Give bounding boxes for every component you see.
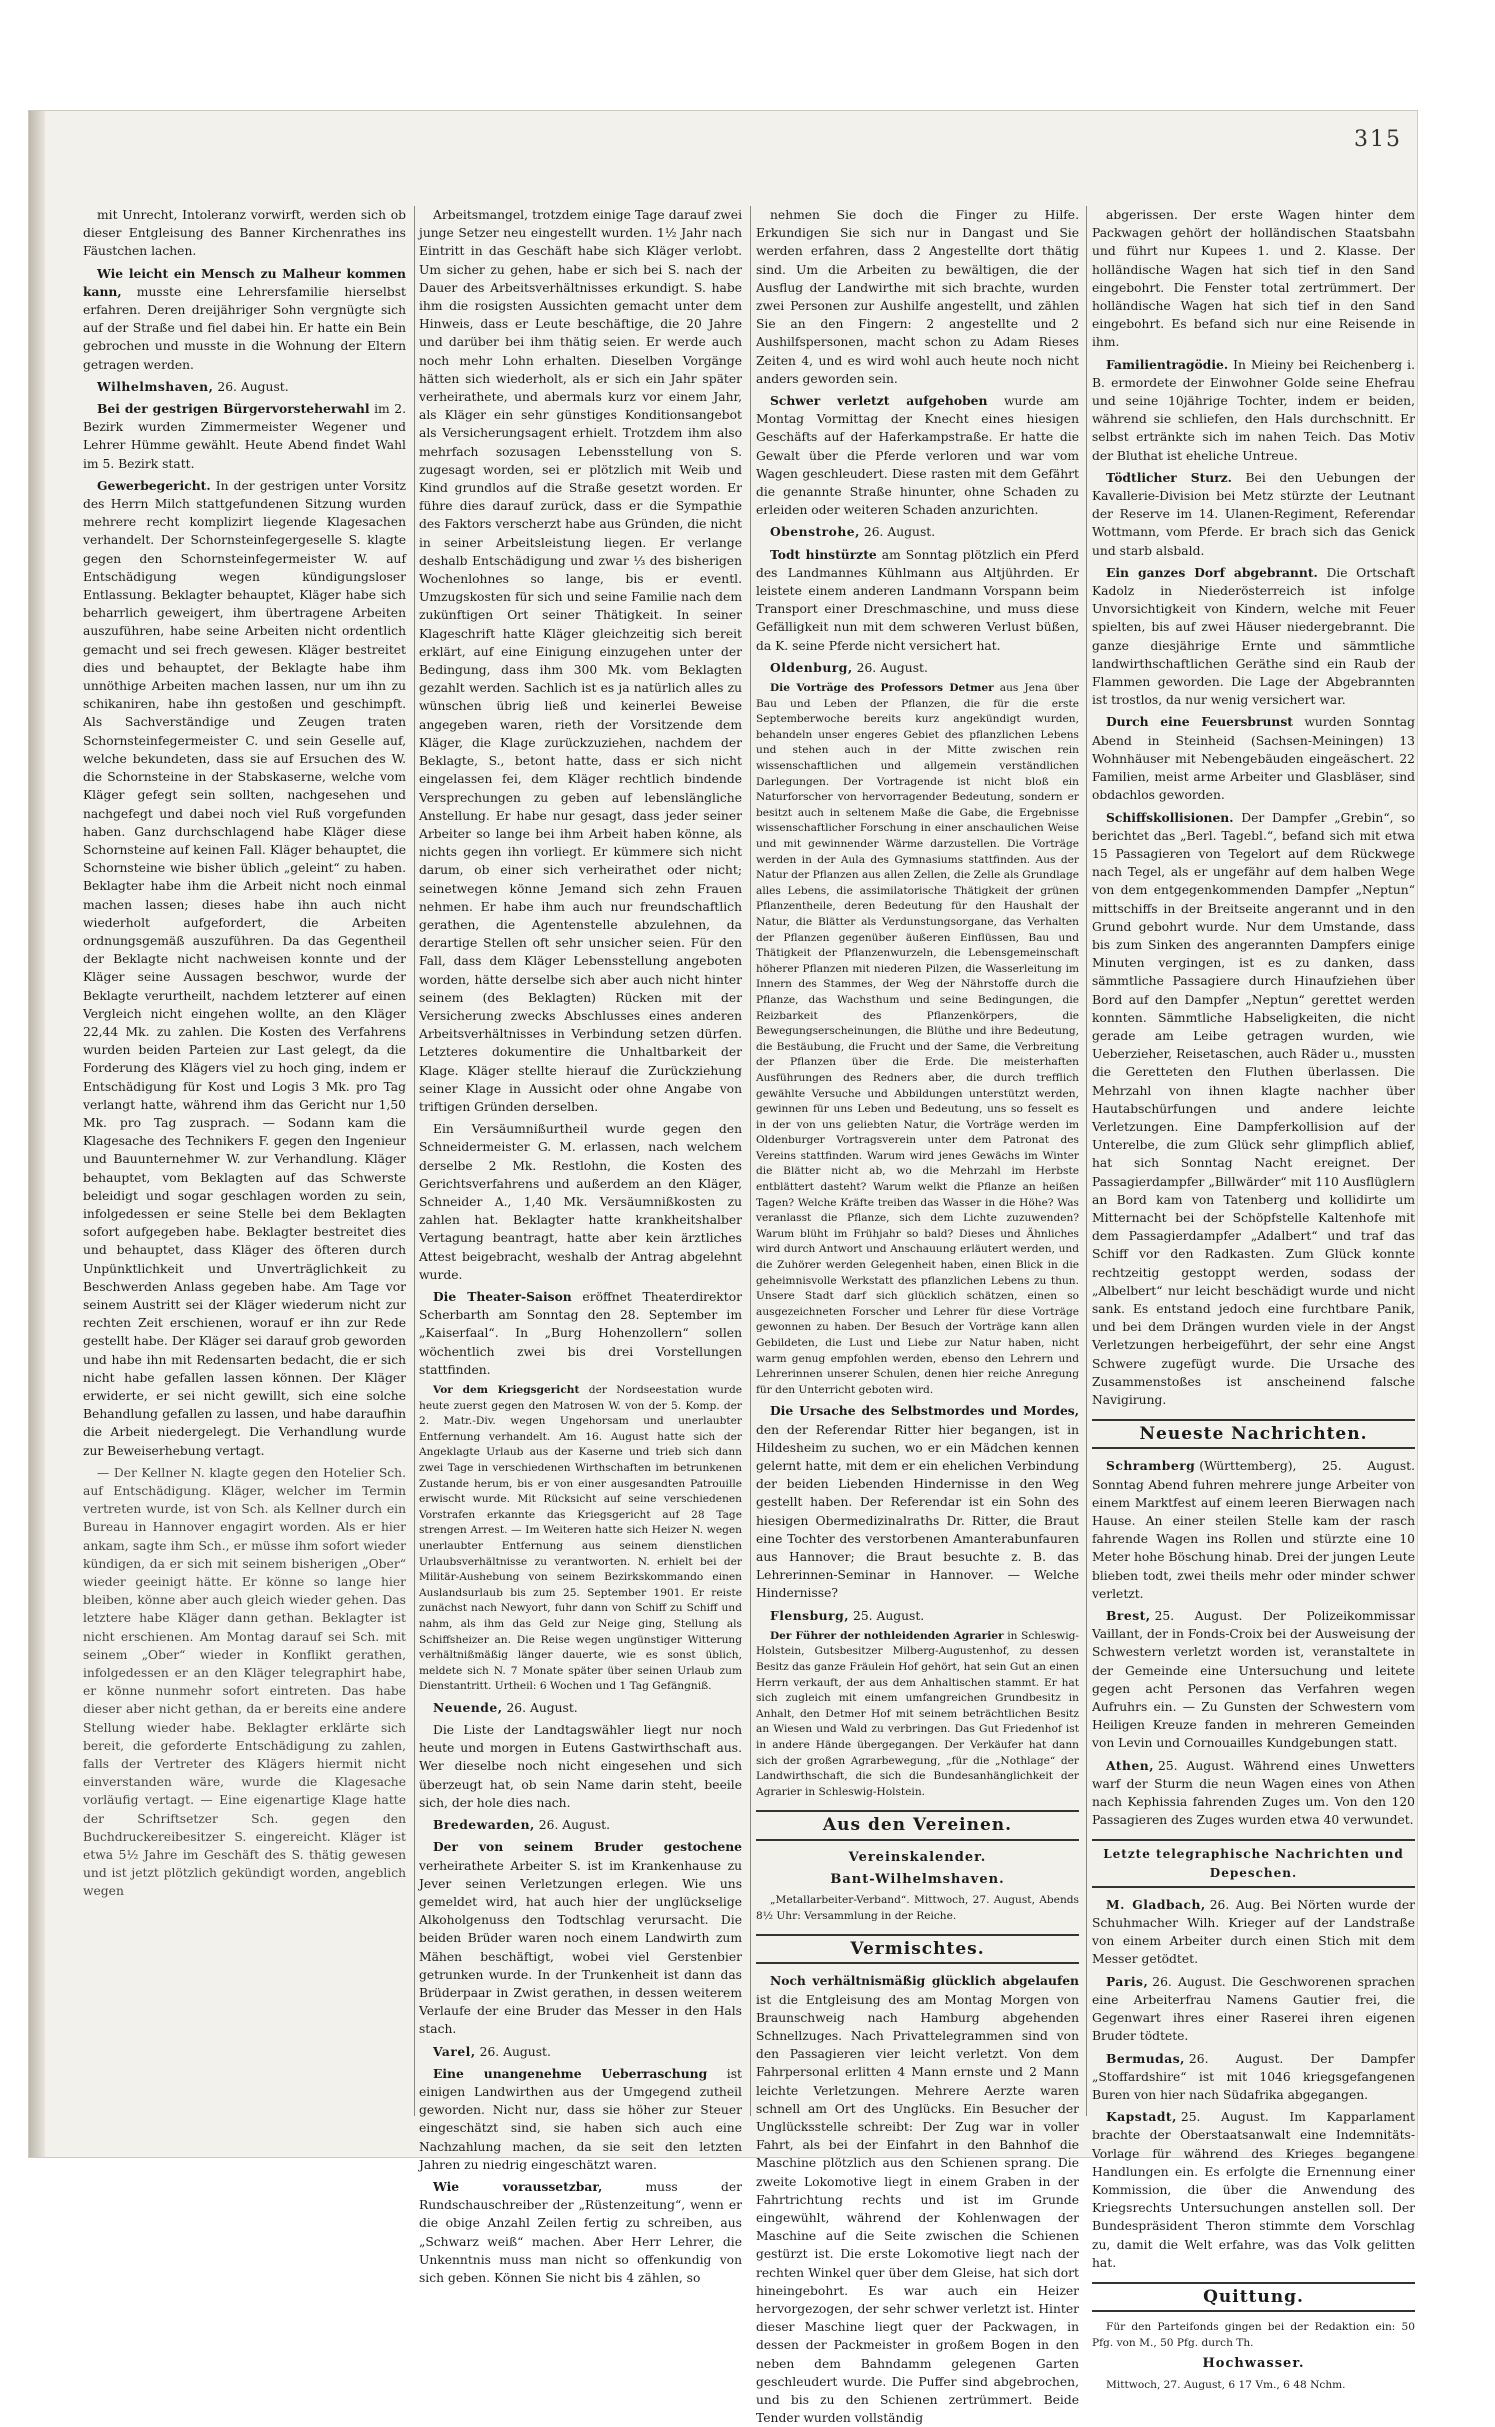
- article-keyword: Noch verhältnismäßig glücklich abgelaufen: [770, 1973, 1079, 1989]
- article-text: Die Ortschaft Kadolz in Niederösterreich ist infolge Unvorsichtigkeit von Kindern, welche mit Feuer spielten, bis auf zwei Häuser niedergebrannt. Die ganze diesjährige Ernte und sämmtliche landwirthschaftlichen Geräthe sind ein Raub der Flammen geworden. Die Lage der Abgebrannten ist trostlos, da nur wenig versichert war.: [1092, 565, 1415, 708]
- article-paragraph: [1092, 1896, 1415, 1969]
- section-heading: Quittung.: [1092, 2282, 1415, 2312]
- dateline-place: Obenstrohe,: [770, 524, 860, 540]
- dateline-date: 25. August.: [1180, 2110, 1269, 2125]
- dateline-place: Schramberg: [1106, 1458, 1196, 1474]
- article-text: verheirathete Arbeiter S. ist im Krankenhause zu Jever seinen Verletzungen erlegen. Wie uns gemeldet wird, hat auch hier der unglückselige Alkoholgenuss den Todtschlag verursacht. Die beiden Brüder waren noch einem Landwirth zum Mähen beschäftigt, wobei viel Gerstenbier getrunken wurde. In der Trunkenheit ist dann das Brüderpaar in Zwist gerathen, in dessen weiterem Verlaufe der eine Bruder das Messer in den Hals stach.: [419, 1858, 742, 2037]
- dateline-place: Varel,: [433, 2043, 476, 2059]
- article-text: Bei Nörten wurde der Schuhmacher Wilh. Krieger auf der Landstraße von einem Arbeiter durch einen Stich mit dem Messer getödtet.: [1092, 1897, 1415, 1967]
- article-keyword: Der Führer der nothleidenden Agrarier: [770, 1629, 1004, 1642]
- column-1: [83, 206, 406, 2116]
- article-text: Der Dampfer „Stoffardshire“ ist mit 1046 kriegsgefangenen Buren von hier nach Südafrika abgegangen.: [1092, 2051, 1415, 2102]
- article-paragraph: [419, 2065, 742, 2174]
- dateline: [419, 2043, 742, 2061]
- section-subheading: Hochwasser.: [1202, 2356, 1305, 2372]
- article-paragraph: [1092, 1457, 1415, 1603]
- article-paragraph: nehmen Sie doch die Finger zu Hilfe. Erkundigen Sie sich nur in Dangast und Sie werden erfahren, dass 2 Angestellte dort thätig sind. Um die Arbeiten zu bewältigen, die der Ausflug der Landwirthe mit sich brachte, wurden zwei Personen zur Aushilfe angestellt, und zählen Sie an den Fingern: 2 angestellte und 2 Aushilfspersonen, macht schon zu Adam Rieses Zeiten 4, und es wird wohl auch heute noch nicht anders geworden sein.: [756, 208, 1079, 386]
- article-paragraph: [1092, 713, 1415, 804]
- article-keyword: Schiffskollisionen.: [1106, 809, 1234, 825]
- dateline-date: 26. August.: [863, 525, 936, 540]
- column-4: [1092, 206, 1415, 2391]
- dateline-date: 26. August.: [538, 1818, 611, 1833]
- article-keyword: Die Ursache des Selbstmordes und Mordes,: [770, 1403, 1079, 1419]
- article-keyword: Tödtlicher Sturz.: [1106, 469, 1232, 485]
- article-paragraph: [756, 392, 1079, 519]
- article-paragraph: [756, 1629, 1079, 1801]
- dateline-date: 26. August.: [1152, 1974, 1226, 1989]
- article-keyword: Der von seinem Bruder gestochene: [433, 1839, 742, 1855]
- section-heading: Aus den Vereinen.: [756, 1810, 1079, 1840]
- dateline: [756, 523, 1079, 541]
- article-paragraph: [1092, 564, 1415, 710]
- article-text: aus Jena über Bau und Leben der Pflanzen, die für die erste Septemberwoche bereits kurz angekündigt wurden, behandeln unser engeres Gebiet des pflanzlichen Lebens und stehen auch in der Mitte zwischen rein wissenschaftlichen und allgemein verständlichen Darlegungen. Der Vortragende ist nicht bloß ein Naturforscher von hervorragender Bedeutung, sondern er besitzt auch in seltenem Maße die Gabe, die Ergebnisse wissenschaftlicher Forschung in einer anschaulichen Weise und mit gewinnender Wärme darzustellen. Die Vorträge werden in der Aula des Gymnasiums stattfinden. Aus der Natur der Pflanzen aus allen Zellen, die Zelle als Grundlage alles Lebens, die assimilatorische Thätigkeit der grünen Pflanzentheile, deren Bedeutung für den Haushalt der Natur, die Blätter als Verdunstungsorgane, das Verhalten der Pflanzen gegenüber äußeren Einflüssen, Bau und Thätigkeit der Pflanzenwurzeln, die Lebensgemeinschaft höherer Pflanzen mit niederen Pilzen, die Wasserleitung im Innern des Stammes, der Weg der Nährstoffe durch die Pflanze, das Wachsthum und seine Bedingungen, die Reizbarkeit des Pflanzenkörpers, die Bewegungserscheinungen, die Blüthe und ihre Bedeutung, die Bestäubung, die Frucht und der Same, die Verbreitung der Pflanzen über die Erde. Die meisterhaften Ausführungen des Redners aber, die durch trefflich gewählte Versuche und Abbildungen unterstützt werden, gewinnen für uns Leben und Bedeutung, uns so fesselt es in der von uns geliebten Natur, die Vorträge werden im Oldenburger Vortragsverein unter dem Patronat des Vereins stattfinden. Warum wird jenes Gewächs im Winter die Blätter nicht ab, wo die Mehrzahl im Herbste entblättert dasteht? Warum welkt die Pflanze an heißen Tagen? Welche Kräfte treiben das Wasser in die Höhe? Was veranlasst die Pflanze, sich dem Lichte zuzuwenden? Warum blüht im Frühjahr so bald? Dieses und Ähnliches wird durch Antwort und Anschauung erläutert werden, und die Zuhörer werden Gelegenheit haben, einen Blick in die geheimnisvolle Werkstatt des pflanzlichen Lebens zu thun. Unsere Stadt darf sich glücklich schätzen, einen so ausgezeichneten Forscher und Lehrer für diese Vorträge gewonnen zu haben. Der Besuch der Vorträge kann allen Gebildeten, die Lust und Liebe zur Natur haben, nicht warm genug empfohlen werden, ebenso den Lehrern und Lehrerinnen unserer Schulen, denen hier reiche Anregung für den Unterricht geboten wird.: [756, 682, 1080, 1396]
- column-divider: [414, 206, 415, 2116]
- dateline: [419, 1699, 742, 1717]
- dateline-date: 26. August.: [217, 379, 289, 394]
- article-paragraph: — Der Kellner N. klagte gegen den Hotelier Sch. auf Entschädigung. Kläger, welcher im Termin vertreten wurde, ist von Sch. als Kellner durch ein Bureau in Hannover engagirt worden. Als er hier ankam, sagte ihm Sch., er müsse ihm sofort wieder kündigen, da er sich mit seinem bisherigen „Ober“ wieder geeinigt hätte. Er könne so lange hier bleiben, könne aber auch gleich wieder gehen. Das letztere habe Kläger dann gethan. Beklagter ist nicht erschienen. Am Montag darauf sei Sch. mit seinem „Ober“ wieder in Konflikt gerathen, infolgedessen er an den Kläger telegraphirt habe, er könne nunmehr sofort eintreten. Das habe dieser aber nicht gethan, da er bereits eine andere Stellung wieder habe. Beklagter erklärte sich bereit, die geforderte Entschädigung zu zahlen, falls der Vertreter des Klägers hiermit nicht einverstanden wäre, wurde die Klagesache vorläufig vertagt. — Eine eigenartige Klage hatte der Schriftsetzer Sch. gegen den Buchdruckereibesitzer S. eingereicht. Kläger ist etwa 5½ Jahre im Geschäft des S. thätig gewesen und ist jetzt plötzlich gekündigt worden, angeblich wegen: [83, 1465, 406, 1899]
- article-paragraph: [419, 2178, 742, 2287]
- dateline-place: M. Gladbach,: [1106, 1896, 1206, 1912]
- article-paragraph: [756, 1972, 1079, 2427]
- article-paragraph: Arbeitsmangel, trotzdem einige Tage darauf zwei junge Setzer neu eingestellt wurden. 1½ Jahr nach Eintritt in das Geschäft habe sich Kläger verlobt. Um sicher zu gehen, habe er sich bei S. nach der Dauer des Arbeitsverhältnisses erkundigt. S. habe ihm die rosigsten Aussichten gemacht unter dem Hinweis, dass er Leute beschäftige, die 20 Jahre und darüber bei ihm thätig seien. Er werde auch noch mehr Lohn erhalten. Dieselben Vorgänge hätten sich wiederholt, als er sich ein Jahr später verheirathete, und abermals kurz vor einem Jahr, als Kläger ein sehr günstiges Konditionsangebot als Versicherungsagent erhielt. Trotzdem ihm also mehrfach sozusagen Lebensstellung von S. zugesagt worden, sei er plötzlich mit Weib und Kind grundlos auf die Straße gesetzt worden. Er führe dies darauf zurück, dass er die Sympathie des Faktors verscherzt habe aus Gründen, die nicht in seiner Arbeitsleistung liegen. Er verlange deshalb Entschädigung und zwar ⅓ des bisherigen Wochenlohnes so lange, bis er eventl. Umzugskosten für sich und seine Familie nach dem zukünftigen Ort seiner Thätigkeit. In seiner Klageschrift hatte Kläger gleichzeitig sich bereit erklärt, auf eine Einigung einzugehen unter der Bedingung, dass ihm 300 Mk. vom Beklagten gezahlt werden. Sachlich ist es ja natürlich alles zu wünschen übrig ließ und keinerlei Beweise angegeben waren, rieth der Vorsitzende dem Kläger, die Klage zurückzuziehen, nachdem der Beklagte, S., betont hatte, dass er sich nicht eingelassen fei, dem Kläger rechtlich bindende Versprechungen zu geben auf lebenslängliche Anstellung. Er habe nur gesagt, dass jeder seiner Arbeiter so lange bei ihm Arbeit haben könne, als nichts gegen ihn vorliegt. Er kümmere sich nicht darum, ob einer sich verheirathet oder nicht; seinetwegen könne Jemand sich zehn Frauen nehmen. Er habe ihm auch nur freundschaftlich gerathen, die Agentenstelle abzulehnen, da derartige Stellen oft sehr unsicher seien. Für den Fall, dass dem Kläger Lebensstellung angeboten worden, hätte derselbe sich aber auch nicht hinter seinem (des Beklagten) Rücken mit der Versicherung zwecks Abschlusses eines anderen Arbeitsverhältnisses in Verbindung setzen dürfen. Letzteres dokumentire die Unhaltbarkeit der Klage. Kläger stellte hierauf die Zurückziehung seiner Klage in Aussicht oder ohne Angabe von triftigen Gründen derselben.: [419, 208, 742, 1114]
- article-paragraph: mit Unrecht, Intoleranz vorwirft, werden sich ob dieser Entgleisung des Banner Kirchenrathes ins Fäustchen lachen.: [83, 208, 406, 259]
- dateline-place: Brest,: [1106, 1608, 1151, 1624]
- dateline-date: 25. August.: [1158, 1758, 1235, 1773]
- article-text: den der Referendar Ritter hier begangen, ist in Hildesheim zu suchen, wo er ein Mädchen kennen gelernt hatte, mit dem er ein ehelichen Verbindung der beiden Liebenden Hindernisse in den Weg gestellt haben. Der Referendar ist ein Sohn des hiesigen Obermedizinalraths Dr. Ritter, die Braut eine Tochter des verstorbenen Amanterabunfauren aus Hannover; die Braut besuchte z. B. das Lehrerinnen-Seminar in Hannover. — Welche Hindernisse?: [756, 1422, 1079, 1601]
- article-paragraph: [756, 546, 1079, 655]
- article-text: In Mieiny bei Reichenberg i. B. ermordete der Einwohner Golde seine Ehefrau und seine 10jährige Tochter, indem er beiden, während sie schliefen, den Hals durchschnitt. Er selbst ertränkte sich im nahen Teich. Das Motiv der Bluthat ist eheliche Untreue.: [1092, 357, 1415, 463]
- article-paragraph: [756, 1402, 1079, 1602]
- article-paragraph: [1092, 1607, 1415, 1753]
- article-keyword: Die Vorträge des Professors Detmer: [770, 682, 994, 695]
- dateline: [756, 659, 1079, 677]
- club-name: Bant-Wilhelmshaven.: [830, 1871, 1005, 1887]
- article-paragraph: [419, 1838, 742, 2038]
- article-paragraph: [83, 477, 406, 1460]
- dateline-place: Wilhelmshaven,: [97, 378, 214, 394]
- dateline: [756, 1607, 1079, 1625]
- article-paragraph: Ein Versäumnißurtheil wurde gegen den Schneidermeister G. M. erlassen, nach welchem derselbe 2 Mk. Restlohn, die Kosten des Gerichtsverfahrens und außerdem an den Kläger, Schneider A., 1,40 Mk. Versäumnißkosten zu zahlen hat. Beklagter hatte krankheitshalber Vertagung beantragt, hatte aber kein ärztliches Attest beigebracht, weshalb der Antrag abgelehnt wurde.: [419, 1122, 742, 1282]
- dateline-place: Oldenburg,: [770, 659, 853, 675]
- dateline-place: Bredewarden,: [433, 1817, 535, 1833]
- article-text: Die Geschworenen sprachen eine Arbeiterfrau Namens Gautier frei, die Gegenwart ihres einer Raserei ihren eigenen Bruder tödtete.: [1092, 1974, 1415, 2044]
- article-keyword: Ein ganzes Dorf abgebrannt.: [1106, 564, 1318, 580]
- club-notice: „Metallarbeiter-Verband“. Mittwoch, 27. August, Abends 8½ Uhr: Versammlung in der Reiche.: [756, 1893, 1079, 1922]
- article-text: Im Kapparlament brachte der Oberstaatsanwalt eine Indemnitäts-Vorlage für während des Krieges begangene Handlungen ein. Es erfolgte die Ernennung einer Kommission, die über die Anwendung des Kriegsrechts Untersuchungen anstellen soll. Der Bundespräsident Theron stimmte dem Vorschlag zu, damit die Welt erfahre, was das Volk gelitten hat.: [1092, 2110, 1415, 2270]
- article-text: ist einigen Landwirthen aus der Umgegend zutheil geworden. Nicht nur, dass sie höher zur Steuer eingeschätzt sind, sie haben sich auch eine Nachzahlung machen, da sie seit den letzten Jahren zu niedrig eingeschätzt waren.: [419, 2066, 742, 2172]
- article-paragraph: [1092, 1973, 1415, 2046]
- column-2: [419, 206, 742, 2285]
- article-text: Während eines Unwetters warf der Sturm die neun Wagen eines von Athen nach Kephissia fahrenden Zuges um. Von den 120 Passagieren des Zuges wurden etwa 40 verwundet.: [1092, 1758, 1415, 1828]
- article-paragraph: abgerissen. Der erste Wagen hinter dem Packwagen gehört der holländischen Staatsbahn und führt nur Kupees 1. und 2. Klasse. Der holländische Wagen hat sich tief in den Sand eingebohrt. Die Fenster total zertrümmert. Der holländische Wagen hat sich tief in den Sand eingebohrt. Es befand sich nur eine Reisende in ihm.: [1092, 208, 1415, 350]
- article-text: eröffnet Theaterdirektor Scherbarth am Sonntag den 28. September im „Kaiserfaal“. In „Burg Hohenzollern“ sollen wöchentlich zwei bis drei Vorstellungen stattfinden.: [419, 1289, 742, 1377]
- dateline-date: 26. August.: [1188, 2051, 1284, 2066]
- article-paragraph: [419, 1288, 742, 1379]
- dateline-place: Bermudas,: [1106, 2050, 1185, 2066]
- section-heading: Vermischtes.: [756, 1934, 1079, 1964]
- high-water-times: Mittwoch, 27. August, 6 17 Vm., 6 48 Nchm.: [1106, 2378, 1346, 2391]
- dateline-date: 25. August.: [1154, 1609, 1243, 1624]
- article-paragraph: [1092, 1757, 1415, 1830]
- article-text: wurde am Montag Vormittag der Knecht eines hiesigen Geschäfts auf der Haferkampstraße. Er hatte die Gewalt über die Pferde verloren und war vom Wagen geschleudert. Diese rasten mit dem Gefährt die genannte Straße hinunter, ohne Schaden zu erleiden oder weiteren Schaden anzurichten.: [756, 394, 1079, 518]
- dateline-place: Kapstadt,: [1106, 2109, 1177, 2125]
- dateline-date: (Württemberg), 25. August.: [1199, 1459, 1415, 1474]
- dateline: [419, 1816, 742, 1834]
- article-keyword: Durch eine Feuersbrunst: [1106, 714, 1293, 730]
- article-text: wurden Sonntag Abend in Steinheid (Sachsen-Meiningen) 13 Wohnhäuser mit Nebengebäuden eingeäschert. 22 Familien, meist arme Arbeiter und Glasbläser, sind obdachlos geworden.: [1092, 715, 1415, 803]
- article-text: musste eine Lehrersfamilie hierselbst erfahren. Deren dreijähriger Sohn vergnügte sich auf der Straße und fiel dabei hin. Er hatte ein Bein gebrochen und musste in die Wohnung der Eltern getragen werden.: [83, 284, 406, 372]
- article-text: Der Dampfer „Grebin“, so berichtet das „Berl. Tagebl.“, befand sich mit etwa 15 Passagieren von Tegelort auf dem Rückwege nach Tegel, als er ungefähr auf dem halben Wege von dem entgegenkommenden Dampfer „Neptun“ mittschiffs in der Breitseite angerannt und in den Grund gebohrt wurde. Nur dem Umstande, dass bis zum Sinken des angerannten Dampfers einige Minuten vergingen, ist es zu danken, dass sämmtliche Passagiere durch Hinaufziehen über Bord auf den Dampfer „Neptun“ gerettet werden konnten. Sämmtliche Habseligkeiten, die nicht gerade am Leibe getragen wurden, wie Ueberzieher, Reisetaschen, auch Räder u., mussten die Geretteten den Fluthen überlassen. Die Mehrzahl von ihnen klagte nachher über Hautabschürfungen und andere leichte Verletzungen. Eine Dampferkollision auf der Unterelbe, die zum Glück sehr glimpflich ablief, hat sich Sonntag Nacht ereignet. Der Passagierdampfer „Billwärder“ mit 110 Ausflüglern an Bord kam von Tatenberg und kollidirte um Mitternacht bei der Schöpfstelle Kaltenhofe mit dem Passagierdampfer „Adalbert“ und traf das Schiff vor den Radkasten. Zum Glück konnte rechtzeitig gestoppt werden, sodass der „Albelbert“ nur leicht beschädigt wurde und nicht sank. Es entstand jedoch eine furchtbare Panik, und bei dem Drängen wurden viele in der Angst Verletzungen herbeigeführt, der sehr eine Angst Schwere zugefügt wurde. Die Ursache des Zusammenstoßes ist anscheinend falsche Navigirung.: [1092, 810, 1415, 1407]
- article-text: am Sonntag plötzlich ein Pferd des Landmannes Kühlmann aus Altjührden. Er leistete einem anderen Landmann Vorspann beim Transport einer Dreschmaschine, und muss diese Gefälligkeit nun mit dem schweren Verlust büßen, da K. seine Pferde nicht versichert hat.: [756, 547, 1079, 653]
- article-keyword: Wie leicht ein Mensch zu Malheur kommen kann,: [83, 265, 406, 299]
- article-keyword: Gewerbegericht.: [97, 477, 211, 493]
- article-text: Bei den Uebungen der Kavallerie-Division bei Metz stürzte der Leutnant der Reserve im 14. Ulanen-Regiment, Referendar Wottmann, vom Pferde. Er brach sich das Genick und starb alsbald.: [1092, 470, 1415, 558]
- article-paragraph: [83, 265, 406, 374]
- article-keyword: Schwer verletzt aufgehoben: [770, 393, 988, 409]
- dateline-date: 26. August.: [856, 660, 928, 675]
- newspaper-page: [28, 110, 1418, 2426]
- dateline: [83, 378, 406, 396]
- column-3: [756, 206, 1080, 2426]
- dateline-date: 25. August.: [853, 1608, 925, 1623]
- dateline-date: 26. August.: [506, 1700, 578, 1715]
- article-paragraph: [1092, 356, 1415, 465]
- article-paragraph: [1092, 809, 1415, 1410]
- article-text: im 2. Bezirk wurden Zimmermeister Wegener und Lehrer Hümme gewählt. Heute Abend findet Wahl im 5. Bezirk statt.: [83, 402, 406, 471]
- section-subheading: Vereinskalender.: [848, 1849, 987, 1865]
- article-keyword: Vor dem Kriegsgericht: [433, 1384, 580, 1396]
- dateline-date: 26. August.: [479, 2044, 551, 2059]
- article-text: Sonntag Abend fuhren mehrere junge Arbeiter von einem Marktfest auf einem leeren Bierwagen nach Hause. An einer steilen Stelle kam der rasch fahrende Wagen ins Rollen und stürzte eine 10 Meter hohe Böschung hinab. Drei der jungen Leute blieben todt, zwei theils mehr oder minder schwer verletzt.: [1092, 1477, 1415, 1601]
- article-keyword: Todt hinstürzte: [770, 546, 877, 562]
- dateline-date: 26. Aug.: [1209, 1897, 1265, 1912]
- dateline-place: Paris,: [1106, 1973, 1149, 1989]
- page-number: 315: [1354, 127, 1402, 152]
- article-keyword: Wie voraussetzbar,: [433, 2178, 603, 2194]
- dateline-place: Neuende,: [433, 1699, 503, 1715]
- facing-page-edge: [29, 111, 45, 2157]
- article-text: der Nordseestation wurde heute zuerst gegen den Matrosen W. von der 5. Komp. der 2. Matr.-Div. wegen Ungehorsam und unerlaubter Entfernung verhandelt. Am 16. August hatte sich der Angeklagte Urlaub aus der Kaserne und trieb sich dann zwei Tage in verschiedenen Wirthschaften im betrunkenen Zustande herum, bis er von einer ausgesandten Patrouille erwischt wurde. Mit Rücksicht auf seine verschiedenen Vorstrafen erkannte das Kriegsgericht auf 28 Tage strengen Arrest. — Im Weiteren hatte sich Heizer N. wegen unerlaubter Entfernung aus seinem dienstlichen Urlaubsverhältnisse zu verantworten. N. erhielt bei der Militär-Aushebung von seinem Bezirkskommando einen Auslandsurlaub bis zum 25. September 1901. Er reiste zunächst nach Newyort, fuhr dann von Schiff zu Schiff und nahm, als ihm das Geld zur Neige ging, Stellung als Schiffsheizer an. Die Reise wegen ungünstiger Witterung verhältnißmäßig länger dauerte, wie es sonst üblich, meldete sich N. 7 Monate später über seinen Urlaub zum Dienstantritt. Urtheil: 6 Wochen und 1 Tag Gefängniß.: [419, 1384, 742, 1693]
- article-text: In der gestrigen unter Vorsitz des Herrn Milch stattgefundenen Sitzung wurden mehrere recht komplizirt liegende Klagesachen verhandelt. Der Schornsteinfegergeselle S. klagte gegen den Schornsteinfegermeister W. auf Entschädigung wegen kündigungsloser Entlassung. Beklagter behauptet, Kläger habe sich beharrlich geweigert, ihm übertragene Arbeiten auszuführen, habe seine Arbeiten nicht ordentlich gemacht und sei frech gewesen. Kläger bestreitet dies und behauptet, der Beklagte habe ihm unnöthige Arbeiten machen lassen, nur um ihn zu schikaniren, habe ihn gestoßen und geschimpft. Als Sachverständige und Zeugen traten Schornsteinfegermeister C. und sein Geselle auf, welche bekundeten, dass sie auf Ersuchen des W. die Schornsteine in der Stabskaserne, welche vom Kläger gefegt sein sollten, nachgesehen und nachgefegt und dabei noch viel Ruß vorgefunden haben. Ganz durchschlagend habe Kläger diese Schornsteine auf keinen Fall. Kläger behauptet, die Schornsteine wie bisher üblich „geleint“ zu haben. Beklagter habe ihm die Arbeit nicht noch einmal machen lassen; dieses habe ihn auch nicht wiederholt aufgefordert, die Arbeiten ordnungsgemäß auszuführen. Da das Gegentheil der Beklagte nicht nachweisen konnte und der Kläger seine Aussagen beschwor, wurde der Beklagte verurtheilt, nachdem letzterer auf einen Vergleich nicht eingehen wollte, an den Kläger 22,44 Mk. zu zahlen. Die Kosten des Verfahrens wurden beiden Parteien zur Last gelegt, da die Forderung des Klägers viel zu hoch ging, indem er Entschädigung für Kost und Logis 3 Mk. pro Tag verlangt hatte, während ihm das Gericht nur 1,50 Mk. pro Tag zusprach. — Sodann kam die Klagesache des Technikers F. gegen den Ingenieur und Bauunternehmer W. zur Verhandlung. Kläger behauptet, vom Beklagten auf das Schwerste beleidigt und sogar geschlagen worden zu sein, infolgedessen er seine Stelle bei dem Beklagten sofort aufgegeben habe. Beklagter bestreitet dies und behauptet, dass Kläger des öfteren durch Unpünktlichkeit und Unverträglichkeit zu Beschwerden Anlass gegeben habe. Am Tage vor seinem Austritt sei der Kläger wiederum nicht zur rechten Zeit erschienen, worauf er ihn zur Rede gestellt habe. Der Kläger sei darauf grob geworden und habe ihn mit Redensarten bedacht, die er sich nicht habe gefallen lassen können. Der Kläger erwiderte, er sei nicht gewillt, sich eine solche Behandlung gefallen zu lassen, und habe daraufhin die Arbeit niedergelegt. Die Verhandlung wurde zur Beweiserhebung vertagt.: [83, 478, 406, 1458]
- dateline-place: Athen,: [1106, 1757, 1154, 1773]
- section-heading: Letzte telegraphische Nachrichten und Depeschen.: [1092, 1839, 1415, 1887]
- article-paragraph: [756, 681, 1079, 1398]
- article-text: Der Polizeikommissar Vaillant, der in Fonds-Croix bei der Ausweisung der Schwestern verletzt worden ist, veranstaltete in der Gemeinde eine Untersuchung und leitete gegen acht Personen das Verfahren wegen Aufruhrs ein. — Zu Gunsten der Schwestern vom Heiligen Kreuze fanden in mehreren Gemeinden von Levin und Cornouailles Kundgebungen statt.: [1092, 1609, 1415, 1751]
- section-heading: Neueste Nachrichten.: [1092, 1419, 1415, 1449]
- dateline-place: Flensburg,: [770, 1607, 849, 1623]
- article-paragraph: [1092, 2050, 1415, 2105]
- column-divider: [750, 206, 751, 2116]
- receipt-notice: Für den Parteifonds gingen bei der Redaktion ein: 50 Pfg. von M., 50 Pfg. durch Th.: [1092, 2321, 1415, 2349]
- article-paragraph: [1092, 2108, 1415, 2272]
- article-keyword: Bei der gestrigen Bürgervorsteherwahl: [97, 401, 370, 417]
- article-text: in Schleswig-Holstein, Gutsbesitzer Milberg-Augustenhof, zu dessen Besitz das ganze Fräulein Hof gehört, hat sein Gut an einen Herrn verkauft, der aus dem Anhaltischen stammt. Er hat sich zugleich mit einem umfangreichen Grundbesitz in Anhalt, den Detmer Hof mit seinem beträchtlichen Besitz an Wiesen und Wald zu verbringen. Das Gut Friedenhof ist in andere Hände übergegangen. Der Verkäufer hat dann sich der großen Agrarbewegung, „für die „Nothlage“ der Landwirthschaft, die sich die Bundesanhänglichkeit der Agrarier in Schleswig-Holstein.: [756, 1629, 1079, 1798]
- column-divider: [1086, 206, 1087, 2116]
- article-keyword: Familientragödie.: [1106, 356, 1229, 372]
- article-paragraph: [1092, 469, 1415, 560]
- article-text: ist die Entgleisung des am Montag Morgen von Braunschweig nach Hamburg abgehenden Schnellzuges. Nach Privattelegrammen sind von den Passagieren vier leicht verletzt. Von dem Fahrpersonal erlitten 4 Mann ernste und 2 Mann leichte Verletzungen. Mehrere Aerzte waren schnell am Ort des Unglücks. Ein Besucher der Unglücksstelle schreibt: Der Zug war in voller Fahrt, als bei der Einfahrt in den Bahnhof die Maschine plötzlich aus den Schienen sprang. Die zweite Lokomotive liegt in einem Graben in der Fahrtrichtung rechts und ist im Grunde eingewühlt, während der Kohlenwagen der Maschine auf die Seite zwischen die Schienen gestürzt ist. Die erste Lokomotive liegt nach der rechten Winkel quer über dem Gleise, hat sich dort hineingebohrt. Es war auch ein Heizer hervorgezogen, der sehr schwer verletzt ist. Hinter dieser Maschine liegt quer der Packwagen, in dessen der Packmeister in großem Bogen in den neben dem Bahndamm gelegenen Garten geschleudert wurde. Die Puffer sind abgebrochen, und bis zu den Schienen zertrümmert. Beide Tender wurden vollständig: [756, 1992, 1079, 2426]
- article-keyword: Eine unangenehme Ueberraschung: [433, 2065, 708, 2081]
- article-text: muss der Rundschauschreiber der „Rüstenzeitung“, wenn er die obige Anzahl Zeilen fertig zu schreiben, aus „Schwarz weiß“ machen. Aber Herr Lehrer, die Unkenntnis muss man nicht so offenkundig von sich geben. Können Sie nicht bis 4 zählen, so: [419, 2179, 742, 2285]
- article-paragraph: [419, 1383, 742, 1695]
- article-paragraph: Die Liste der Landtagswähler liegt nur noch heute und morgen in Eutens Gastwirthschaft aus. Wer dieselbe noch nicht eingesehen und sich überzeugt hat, ob sein Name darin steht, beeile sich, der hole dies nach.: [419, 1723, 742, 1810]
- article-keyword: Die Theater-Saison: [433, 1288, 572, 1304]
- article-paragraph: [83, 400, 406, 473]
